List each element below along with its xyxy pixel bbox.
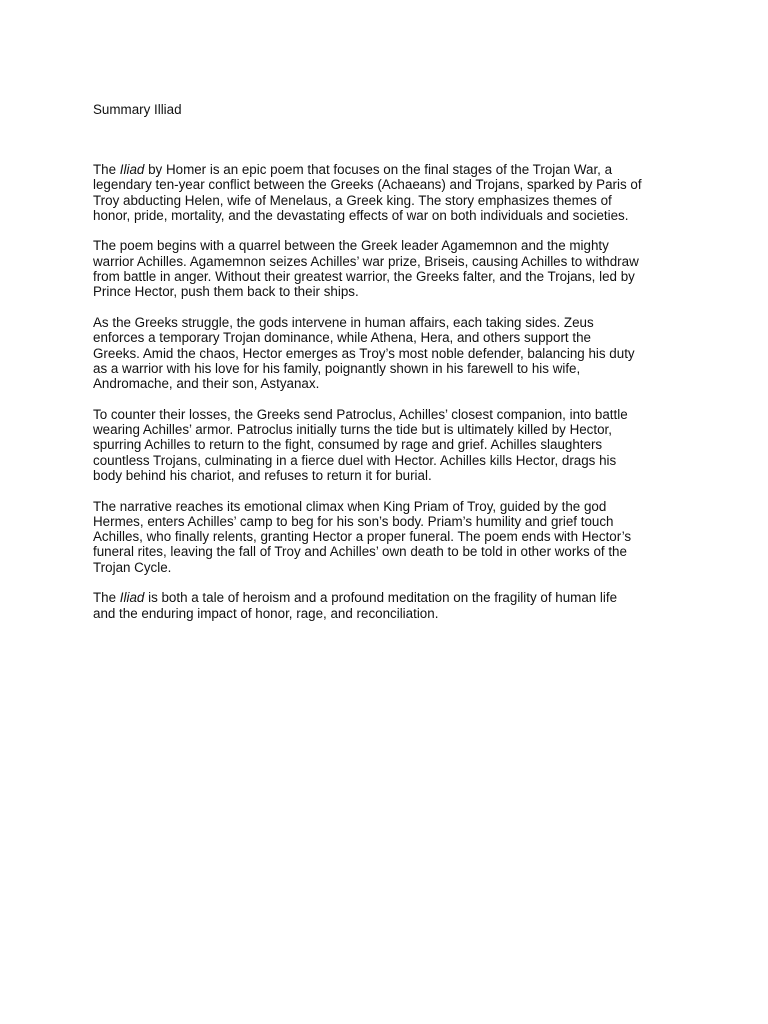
- text-line: [93, 208, 693, 223]
- italic-title: Iliad: [119, 162, 145, 177]
- text-run: is both a tale of heroism and a profound meditation on the fragility of human life: [144, 590, 618, 606]
- text-run: The narrative reaches its emotional climax when King Priam of Troy, guided by the god: [93, 498, 607, 514]
- text-line: [93, 437, 693, 452]
- text-line: [93, 529, 693, 544]
- text-run: The: [93, 590, 120, 606]
- text-run: To counter their losses, the Greeks send Patroclus, Achilles’ closest companion, into battle: [93, 406, 628, 422]
- paragraph: [93, 162, 693, 223]
- text-run: funeral rites, leaving the fall of Troy and Achilles’ own death to be told in other works of the: [93, 544, 627, 560]
- text-run: Andromache, and their son, Astyanax.: [93, 376, 320, 392]
- text-run: Trojan Cycle.: [93, 559, 172, 575]
- text-line: [93, 315, 693, 330]
- text-run: honor, pride, mortality, and the devastating effects of war on both individuals and societies.: [93, 207, 629, 223]
- paragraph: [93, 499, 693, 575]
- text-line: [93, 422, 693, 437]
- text-line: [93, 590, 693, 605]
- text-run: body behind his chariot, and refuses to return it for burial.: [93, 467, 432, 483]
- text-run: Troy abducting Helen, wife of Menelaus, a Greek king. The story emphasizes themes of: [93, 192, 612, 208]
- text-line: [93, 284, 693, 299]
- text-line: [93, 606, 693, 621]
- text-run: enforces a temporary Trojan dominance, while Athena, Hera, and others support the: [93, 330, 591, 346]
- text-line: [93, 162, 693, 177]
- text-line: [93, 254, 693, 269]
- text-line: [93, 468, 693, 483]
- text-run: Hermes, enters Achilles’ camp to beg for his son’s body. Priam’s humility and grief touch: [93, 513, 614, 529]
- text-line: [93, 376, 693, 391]
- paragraph: [93, 315, 693, 391]
- text-run: warrior Achilles. Agamemnon seizes Achilles’ war prize, Briseis, causing Achilles to withdraw: [93, 253, 639, 269]
- text-run: As the Greeks struggle, the gods intervene in human affairs, each taking sides. Zeus: [93, 314, 594, 330]
- text-line: [93, 269, 693, 284]
- text-run: Achilles, who finally relents, granting Hector a proper funeral. The poem ends with Hector’s: [93, 529, 632, 545]
- text-line: [93, 177, 693, 192]
- text-run: by Homer is an epic poem that focuses on the final stages of the Trojan War, a: [144, 162, 613, 177]
- text-line: [93, 407, 693, 422]
- text-run: legendary ten-year conflict between the Greeks (Achaeans) and Trojans, sparked by Paris of: [93, 177, 642, 193]
- text-line: [93, 544, 693, 559]
- text-line: [93, 514, 693, 529]
- text-run: The: [93, 162, 120, 177]
- text-run: as a warrior with his love for his family, poignantly shown in his farewell to his wife,: [93, 360, 581, 376]
- text-run: Greeks. Amid the chaos, Hector emerges as Troy’s most noble defender, balancing his duty: [93, 345, 635, 361]
- text-run: spurring Achilles to return to the fight, consumed by rage and grief. Achilles slaughters: [93, 437, 603, 453]
- text-line: [93, 193, 693, 208]
- italic-title: Iliad: [119, 590, 145, 606]
- text-line: [93, 238, 693, 253]
- text-line: [93, 499, 693, 514]
- text-line: [93, 453, 693, 468]
- text-run: and the enduring impact of honor, rage, and reconciliation.: [93, 605, 439, 621]
- text-run: Prince Hector, push them back to their ships.: [93, 284, 359, 300]
- text-run: countless Trojans, culminating in a fierce duel with Hector. Achilles kills Hector, drags his: [93, 452, 617, 468]
- paragraph: [93, 590, 693, 621]
- text-run: wearing Achilles’ armor. Patroclus initially turns the tide but is ultimately killed by Hector,: [93, 422, 612, 438]
- text-line: [93, 330, 693, 345]
- text-run: The poem begins with a quarrel between the Greek leader Agamemnon and the mighty: [93, 238, 609, 254]
- paragraph: [93, 238, 693, 299]
- text-line: [93, 361, 693, 376]
- text-run: from battle in anger. Without their greatest warrior, the Greeks falter, and the Trojans, led by: [93, 269, 635, 285]
- text-line: [93, 560, 693, 575]
- document-body: [93, 162, 693, 636]
- text-line: [93, 346, 693, 361]
- document-title: Summary Illiad: [93, 102, 182, 117]
- paragraph: [93, 407, 693, 483]
